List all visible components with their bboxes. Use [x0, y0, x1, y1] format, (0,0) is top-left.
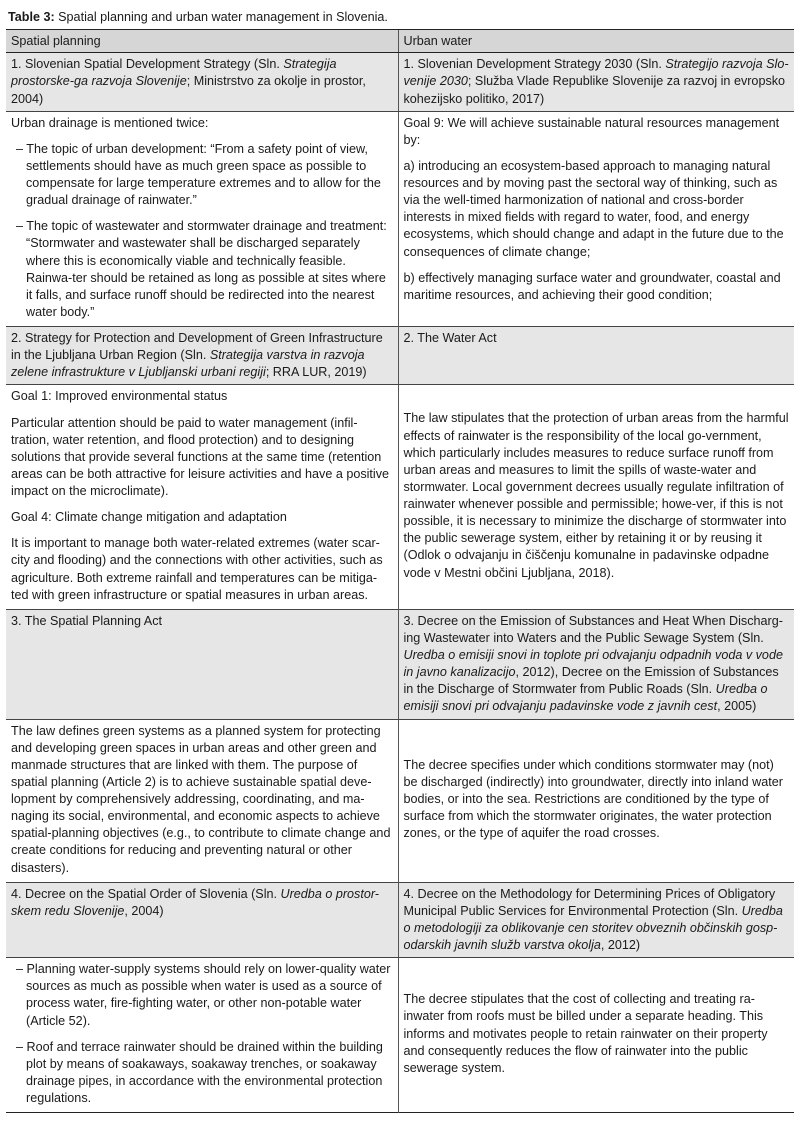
- title-text: ; Ministrstvo za okolje in prostor, 2004): [11, 74, 366, 106]
- title-italic: Strategija varstva in razvoja zelene infrastrukture v Ljubljanski urbani regiji: [11, 348, 365, 380]
- title-spatial-order: [6, 882, 398, 958]
- list-item: – The topic of urban development: “From a safety point of view, settlements should have as much green space as possible to compensate for large temperature extremes and to allow for the gradual drainage of rainwater.”: [16, 141, 381, 208]
- body-development-strategy: [398, 111, 794, 326]
- body-row-2: [6, 385, 794, 609]
- list-item: a) introducing an ecosystem-based approach to managing natural resources and by moving past the sectoral way of thinking, such as via the well-timed harmonization of national and cross-border interests in mixed fields with regard to water, food, and energy ecosystems, which should change and adapt in the future due to the consequences of climate change;: [403, 158, 784, 259]
- list-item: – Planning water-supply systems should rely on lower-quality water sources as much as possible when water is used as a source of process water, fire-fighting water, or other non-potable water (Article 52).: [16, 962, 391, 1028]
- title-italic: Strategijo razvoja Slo-venije 2030: [403, 57, 789, 89]
- title-text: 1. Slovenian Development Strategy 2030 (Sln.: [403, 57, 666, 72]
- title-row-3: [6, 609, 794, 719]
- paragraph: The law stipulates that the protection of urban areas from the harmful effects of rainwater is the responsibility of the local go-vernment, which particularly includes measures to reduce surface runoff from urban areas and measures to limit the spills of waste-water and stormwater. Local government decrees usually regulate infiltration of rainwater whenever possible and permissible; howe-ver, if this is not possible, it is necessary to minimize the discharge of stormwater into the public sewerage system, either by retaining it or by reusing it (Odlok o odvajanju in čiščenju komunalne in padavinske odpadne vode v Mestni občini Ljubljana, 2018).: [403, 411, 789, 580]
- title-row-4: [6, 882, 794, 958]
- title-italic: Uredba o prostor-skem redu Slovenije: [11, 886, 379, 918]
- title-text: 4. Decree on the Methodology for Determining Prices of Obligatory Municipal Public Services for Environmental Protection (Sln.: [403, 886, 776, 918]
- caption-text: Spatial planning and urban water management in Slovenia.: [58, 10, 388, 24]
- title-text: , 2005): [717, 699, 757, 714]
- paragraph: The decree stipulates that the cost of collecting and treating ra-inwater from roofs must be billed under a separate heading. This informs and motivates people to retain rainwater on their property and consequently reduces the flow of rainwater into the public sewerage system.: [403, 992, 768, 1075]
- title-italic: Uredba o metodologiji za oblikovanje cen storitev obveznih občinskih gosp-odarskih javnih služb varstva okolja: [403, 903, 783, 952]
- list-item: b) effectively managing surface water and groundwater, coastal and maritime resources, and achieving their good condition;: [403, 270, 781, 302]
- header-row: [6, 30, 794, 53]
- header-spatial-planning: Spatial planning: [6, 30, 398, 53]
- paragraph: It is important to manage both water-related extremes (water scar-city and flooding) and the connections with other activities, such as agriculture. Both extreme rainfall and temperatures can be mitiga-ted with green infrastructure or spatial measures in urban areas.: [11, 536, 383, 602]
- table-caption: [8, 9, 794, 26]
- goal-text: Goal 4: Climate change mitigation and adaptation: [11, 510, 287, 525]
- title-row-2: [6, 327, 794, 385]
- policy-table: [6, 29, 794, 1113]
- goal-text: Goal 1: Improved environmental status: [11, 389, 228, 404]
- list-item: – Roof and terrace rainwater should be drained within the building plot by means of soakaways, soakaway trenches, or soakaway drainage pipes, in accordance with the environmental protection regulations.: [16, 1039, 383, 1105]
- title-italic: Uredba o emisiji snovi in toplote pri odvajanju odpadnih voda v vode in javno kanalizacijo: [403, 648, 783, 680]
- body-green-infrastructure: [6, 385, 398, 609]
- body-emission-decrees: [398, 719, 794, 882]
- title-italic: Uredba o emisiji snovi pri odvajanju padavinske vode z javnih cest: [403, 682, 768, 714]
- body-pricing-methodology: [398, 958, 794, 1113]
- title-text: 1. Slovenian Spatial Development Strategy (Sln.: [11, 57, 284, 72]
- body-spatial-strategy: [6, 111, 398, 326]
- caption-label: Table 3:: [8, 10, 55, 24]
- title-text: , 2004): [124, 903, 164, 918]
- title-row-1: [6, 53, 794, 111]
- title-text: 4. Decree on the Spatial Order of Slovenia (Sln.: [11, 886, 281, 901]
- title-pricing-methodology: [398, 882, 794, 958]
- title-text: 3. Decree on the Emission of Substances and Heat When Discharg-ing Wastewater into Waters and the Public Sewage System (Sln.: [403, 613, 783, 645]
- title-spatial-planning-act: 3. The Spatial Planning Act: [6, 609, 398, 719]
- title-italic: Strategija prostorske-ga razvoja Slovenije: [11, 57, 337, 89]
- paragraph: Particular attention should be paid to water management (infil-tration, water retention, and flood protection) and to designing solutions that provide several functions at the same time (retention areas can be both attractive for leisure activities and have a positive impact on the microclimate).: [11, 415, 390, 498]
- title-text: 2. Strategy for Protection and Development of Green Infrastructure in the Ljubljana Urban Region (Sln.: [11, 331, 383, 363]
- title-text: ; Služba Vlade Republike Slovenije za razvoj in evropsko kohezijsko politiko, 2017): [403, 74, 786, 106]
- body-spatial-planning-act: [6, 719, 398, 882]
- title-spatial-strategy: [6, 53, 398, 111]
- body-water-act: [398, 385, 794, 609]
- body-row-3: [6, 719, 794, 882]
- title-text: , 2012), Decree on the Emission of Substances in the Discharge of Stormwater from Public Roads (Sln.: [403, 665, 779, 697]
- title-text: , 2012): [600, 938, 641, 952]
- paragraph: The law defines green systems as a planned system for protecting and developing green spaces in urban areas and other green and manmade structures that are linked with them. The purpose of spatial planning (Article 2) is to achieve sustainable spatial deve-lopment by comprehensively addressing, coordinating, and ma-naging its social, environmental, and economic aspects to achieve spatial-planning objectives (e.g., to contribute to climate change and create conditions for reducing and preventing natural or other disasters).: [11, 723, 391, 875]
- title-text: ; RRA LUR, 2019): [265, 365, 367, 380]
- title-water-act: 2. The Water Act: [398, 327, 794, 385]
- header-urban-water: Urban water: [398, 30, 794, 53]
- body-row-4: [6, 958, 794, 1113]
- intro-text: Urban drainage is mentioned twice:: [11, 115, 209, 130]
- goal-text: Goal 9: We will achieve sustainable natural resources management by:: [403, 115, 780, 147]
- body-spatial-order: [6, 958, 398, 1113]
- title-development-strategy: [398, 53, 794, 111]
- list-item: – The topic of wastewater and stormwater drainage and treatment: “Stormwater and wastewater shall be discharged separately where this is economically viable and technically feasible. Rainwa-ter should be retained as long as possible at sites where it falls, and surface runoff should be redirected into the nearest water body.”: [16, 219, 387, 319]
- title-emission-decrees: [398, 609, 794, 719]
- body-row-1: [6, 111, 794, 326]
- title-green-infrastructure: [6, 327, 398, 385]
- paragraph: The decree specifies under which conditions stormwater may (not) be discharged (indirectly) into groundwater, directly into inland water bodies, or into the sea. Restrictions are conditioned by the type of surface from which the stormwater originates, the water protection zones, or the type of aquifer the road crosses.: [403, 757, 783, 841]
